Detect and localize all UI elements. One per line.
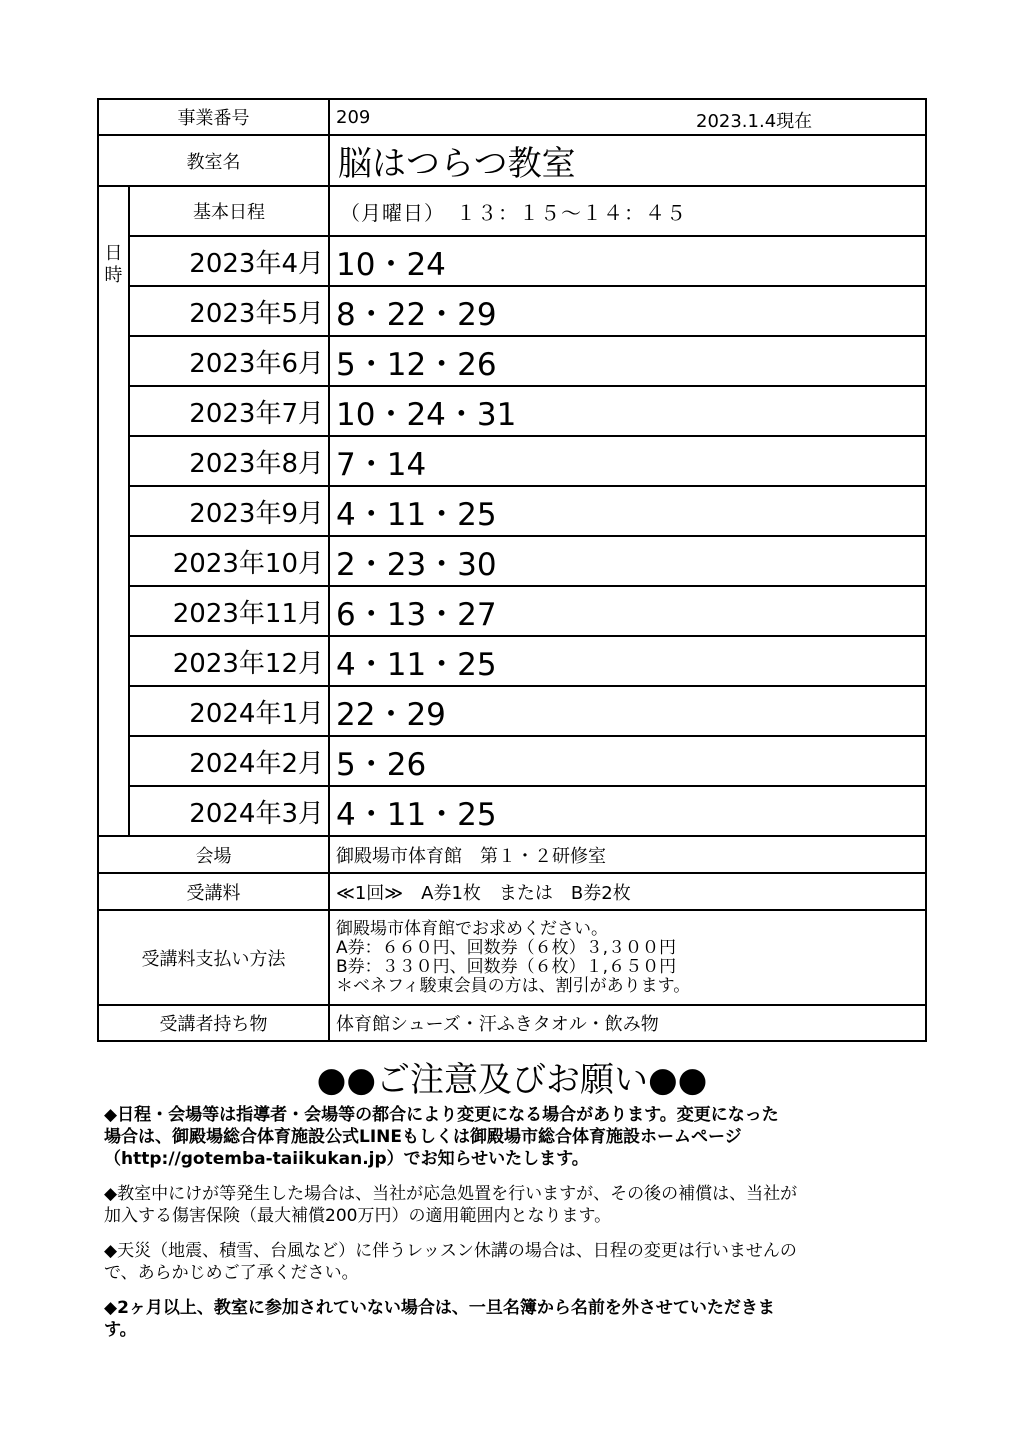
notice-line: ◆教室中にけが等発生した場合は、当社が応急処置を行いますが、その後の補償は、当社が [104, 1184, 798, 1204]
payment-row [98, 910, 926, 1005]
belongings-label: 受講者持ち物 [98, 1005, 329, 1041]
notice-line: で、あらかじめご了承ください。 [104, 1263, 359, 1283]
month-dates: 6・13・27 [329, 586, 926, 636]
month-label: 2023年7月 [129, 386, 329, 436]
notice-paragraph-disaster [104, 1240, 934, 1284]
month-row [98, 586, 926, 636]
month-row [98, 786, 926, 836]
month-row [98, 336, 926, 386]
month-dates: 4・11・25 [329, 636, 926, 686]
belongings-row [98, 1005, 926, 1041]
notice-line: ◆2ヶ月以上、教室に参加されていない場合は、一旦名簿から名前を外させていただきま [104, 1298, 775, 1318]
notice-heading: ●●ご注意及びお願い●● [316, 1060, 708, 1100]
month-label: 2024年2月 [129, 736, 329, 786]
month-label: 2023年4月 [129, 236, 329, 286]
fee-value: ≪1回≫ A券1枚 または B券2枚 [329, 873, 926, 910]
month-row [98, 736, 926, 786]
month-label: 2023年6月 [129, 336, 329, 386]
basic-schedule-label: 基本日程 [129, 186, 329, 236]
class-name: 脳はつらつ教室 [329, 135, 926, 186]
class-name-row [98, 135, 926, 186]
notice-line: 場合は、御殿場総合体育施設公式LINEもしくは御殿場市総合体育施設ホームページ [104, 1127, 742, 1147]
month-dates: 22・29 [329, 686, 926, 736]
month-dates: 5・26 [329, 736, 926, 786]
month-dates: 10・24・31 [329, 386, 926, 436]
class-name-label: 教室名 [98, 135, 329, 186]
month-dates: 10・24 [329, 236, 926, 286]
notice-line: ◆日程・会場等は指導者・会場等の都合により変更になる場合があります。変更になった [104, 1105, 779, 1125]
notice-line: ◆天災（地震、積雪、台風など）に伴うレッスン休講の場合は、日程の変更は行いませんの [104, 1241, 797, 1261]
notice-paragraph-schedule-change [104, 1104, 934, 1170]
venue-row [98, 836, 926, 873]
side-label-char-1: 日 [104, 243, 123, 264]
as-of-date: 2023.1.4現在 [696, 111, 813, 132]
payment-line: A券：６６０円、回数券（６枚）３,３００円 [336, 937, 677, 958]
month-label: 2024年3月 [129, 786, 329, 836]
venue-value: 御殿場市体育館 第１・２研修室 [329, 836, 926, 873]
month-row [98, 536, 926, 586]
business-no-cell [329, 99, 926, 135]
month-label: 2023年10月 [129, 536, 329, 586]
side-label-char-2: 時 [104, 265, 123, 286]
business-no-row [98, 99, 926, 135]
month-dates: 4・11・25 [329, 486, 926, 536]
notice-line: 加入する傷害保険（最大補償200万円）の適用範囲内となります。 [104, 1206, 612, 1226]
payment-label: 受講料支払い方法 [98, 910, 329, 1005]
month-dates: 4・11・25 [329, 786, 926, 836]
schedule-table [97, 98, 927, 1042]
business-no-label: 事業番号 [98, 99, 329, 135]
month-label: 2024年1月 [129, 686, 329, 736]
payment-line: ＊ベネフィ駿東会員の方は、割引があります。 [336, 975, 691, 996]
month-row [98, 386, 926, 436]
month-row [98, 436, 926, 486]
venue-label: 会場 [98, 836, 329, 873]
month-label: 2023年9月 [129, 486, 329, 536]
month-dates: 5・12・26 [329, 336, 926, 386]
basic-schedule-value: （月曜日） １３：１５〜１４：４５ [329, 186, 926, 236]
belongings-value: 体育館シューズ・汗ふきタオル・飲み物 [329, 1005, 926, 1041]
business-no: 209 [336, 107, 371, 128]
month-dates: 8・22・29 [329, 286, 926, 336]
notice-line: （http://gotemba-taiikukan.jp）でお知らせいたします。 [104, 1149, 589, 1169]
month-row [98, 636, 926, 686]
month-dates: 2・23・30 [329, 536, 926, 586]
notice-line: す。 [104, 1320, 137, 1340]
fee-label: 受講料 [98, 873, 329, 910]
month-row [98, 286, 926, 336]
payment-line: B券：３３０円、回数券（６枚）１,６５０円 [336, 956, 677, 977]
notice-paragraph-injury [104, 1183, 934, 1227]
payment-line: 御殿場市体育館でお求めください。 [336, 918, 608, 939]
fee-row [98, 873, 926, 910]
month-label: 2023年12月 [129, 636, 329, 686]
month-dates: 7・14 [329, 436, 926, 486]
payment-details [329, 910, 926, 1005]
basic-schedule-row [98, 186, 926, 236]
month-row [98, 486, 926, 536]
datetime-side-label [98, 186, 129, 836]
notice-paragraph-absence [104, 1297, 934, 1341]
month-label: 2023年5月 [129, 286, 329, 336]
month-row [98, 236, 926, 286]
month-label: 2023年11月 [129, 586, 329, 636]
month-row [98, 686, 926, 736]
month-label: 2023年8月 [129, 436, 329, 486]
